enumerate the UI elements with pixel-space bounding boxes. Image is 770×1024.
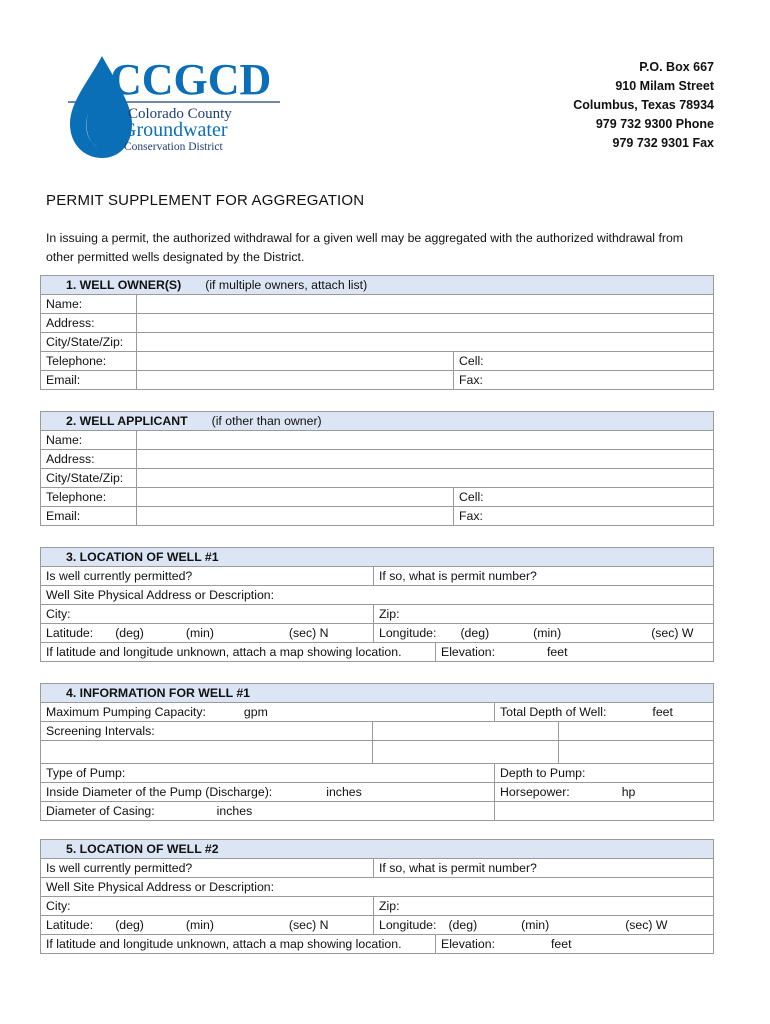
owner-fax-field[interactable]: Fax: bbox=[454, 371, 714, 390]
latitude-field[interactable]: Latitude: (deg) (min) (sec) N bbox=[41, 916, 374, 935]
email-label: Email: bbox=[41, 507, 137, 526]
latitude-field[interactable]: Latitude: (deg) (min) (sec) N bbox=[41, 624, 374, 643]
location-well-2-section bbox=[40, 839, 714, 954]
horsepower-field[interactable]: Horsepower: hp bbox=[495, 783, 714, 802]
logo-acronym: CCGCD bbox=[110, 55, 272, 104]
owner-telephone-field[interactable] bbox=[137, 352, 454, 371]
screening-interval-1[interactable] bbox=[373, 722, 559, 741]
diameter-casing-field[interactable]: Diameter of Casing: inches bbox=[41, 802, 495, 821]
name-label: Name: bbox=[41, 295, 137, 314]
depth-pump-field[interactable]: Depth to Pump: bbox=[495, 764, 714, 783]
section-title: 1. WELL OWNER(S) bbox=[66, 278, 182, 292]
site-address-field[interactable]: Well Site Physical Address or Description: bbox=[41, 878, 714, 897]
permitted-question[interactable]: Is well currently permitted? bbox=[41, 859, 374, 878]
section-title: 5. LOCATION OF WELL #2 bbox=[41, 840, 714, 859]
elevation-field[interactable]: Elevation: feet bbox=[436, 643, 714, 662]
screening-interval-3[interactable] bbox=[41, 741, 373, 764]
owner-address-field[interactable] bbox=[137, 314, 714, 333]
applicant-telephone-field[interactable] bbox=[137, 488, 454, 507]
permitted-question[interactable]: Is well currently permitted? bbox=[41, 567, 374, 586]
zip-field[interactable]: Zip: bbox=[379, 899, 400, 913]
applicant-name-field[interactable] bbox=[137, 431, 714, 450]
applicant-email-field[interactable] bbox=[137, 507, 454, 526]
logo-line3: Conservation District bbox=[124, 141, 223, 153]
map-note: If latitude and longitude unknown, attach a map showing location. bbox=[41, 643, 436, 662]
longitude-field[interactable]: Longitude: (deg) (min) (sec) W bbox=[374, 916, 714, 935]
logo-line2: Groundwater bbox=[122, 119, 228, 141]
owner-city-field[interactable] bbox=[137, 333, 714, 352]
screening-interval-4[interactable] bbox=[373, 741, 559, 764]
elevation-field[interactable]: Elevation: feet bbox=[436, 935, 714, 954]
permit-number-field[interactable]: If so, what is permit number? bbox=[374, 567, 714, 586]
blank-cell bbox=[495, 802, 714, 821]
zip-field[interactable]: Zip: bbox=[379, 607, 400, 621]
city-field[interactable]: City: bbox=[41, 605, 374, 624]
type-pump-field[interactable]: Type of Pump: bbox=[41, 764, 495, 783]
city-state-zip-label: City/State/Zip: bbox=[41, 469, 137, 488]
fax: 979 732 9301 Fax bbox=[612, 136, 714, 150]
city-state: Columbus, Texas 78934 bbox=[573, 98, 714, 112]
street: 910 Milam Street bbox=[615, 79, 714, 93]
applicant-address-field[interactable] bbox=[137, 450, 714, 469]
section-note: (if multiple owners, attach list) bbox=[205, 278, 368, 292]
site-address-field[interactable]: Well Site Physical Address or Description: bbox=[41, 586, 714, 605]
screening-interval-2[interactable] bbox=[559, 722, 714, 741]
total-depth-field[interactable]: Total Depth of Well: feet bbox=[495, 703, 714, 722]
po-box: P.O. Box 667 bbox=[639, 60, 714, 74]
city-state-zip-label: City/State/Zip: bbox=[41, 333, 137, 352]
section-title: 2. WELL APPLICANT bbox=[66, 414, 188, 428]
section-title: 3. LOCATION OF WELL #1 bbox=[41, 548, 714, 567]
applicant-city-field[interactable] bbox=[137, 469, 714, 488]
owner-name-field[interactable] bbox=[137, 295, 714, 314]
applicant-fax-field[interactable]: Fax: bbox=[454, 507, 714, 526]
location-well-1-section bbox=[40, 547, 714, 662]
address-label: Address: bbox=[41, 450, 137, 469]
ccgcd-logo bbox=[58, 52, 280, 162]
telephone-label: Telephone: bbox=[41, 352, 137, 371]
applicant-cell-field[interactable]: Cell: bbox=[454, 488, 714, 507]
section-note: (if other than owner) bbox=[211, 414, 322, 428]
screening-interval-5[interactable] bbox=[559, 741, 714, 764]
map-note: If latitude and longitude unknown, attach a map showing location. bbox=[41, 935, 436, 954]
email-label: Email: bbox=[41, 371, 137, 390]
longitude-field[interactable]: Longitude: (deg) (min) (sec) W bbox=[374, 624, 714, 643]
well-applicant-section bbox=[40, 411, 714, 526]
phone: 979 732 9300 Phone bbox=[595, 117, 714, 131]
owner-email-field[interactable] bbox=[137, 371, 454, 390]
info-well-1-section bbox=[40, 683, 714, 821]
city-field[interactable]: City: bbox=[41, 897, 374, 916]
name-label: Name: bbox=[41, 431, 137, 450]
address-label: Address: bbox=[41, 314, 137, 333]
permit-number-field[interactable]: If so, what is permit number? bbox=[374, 859, 714, 878]
page-title: PERMIT SUPPLEMENT FOR AGGREGATION bbox=[46, 192, 365, 209]
logo-line1: Colorado County bbox=[128, 106, 232, 122]
max-pumping-field[interactable]: Maximum Pumping Capacity: gpm bbox=[41, 703, 495, 722]
inside-diameter-field[interactable]: Inside Diameter of the Pump (Discharge): inches bbox=[41, 783, 495, 802]
screening-intervals-label: Screening Intervals: bbox=[41, 722, 373, 741]
district-address bbox=[573, 58, 714, 153]
well-owner-section bbox=[40, 275, 714, 390]
telephone-label: Telephone: bbox=[41, 488, 137, 507]
intro-text: In issuing a permit, the authorized withdrawal for a given well may be aggregated with the authorized withdrawal from other permitted wells designated by the District. bbox=[46, 231, 684, 264]
section-title: 4. INFORMATION FOR WELL #1 bbox=[41, 684, 714, 703]
owner-cell-field[interactable]: Cell: bbox=[454, 352, 714, 371]
